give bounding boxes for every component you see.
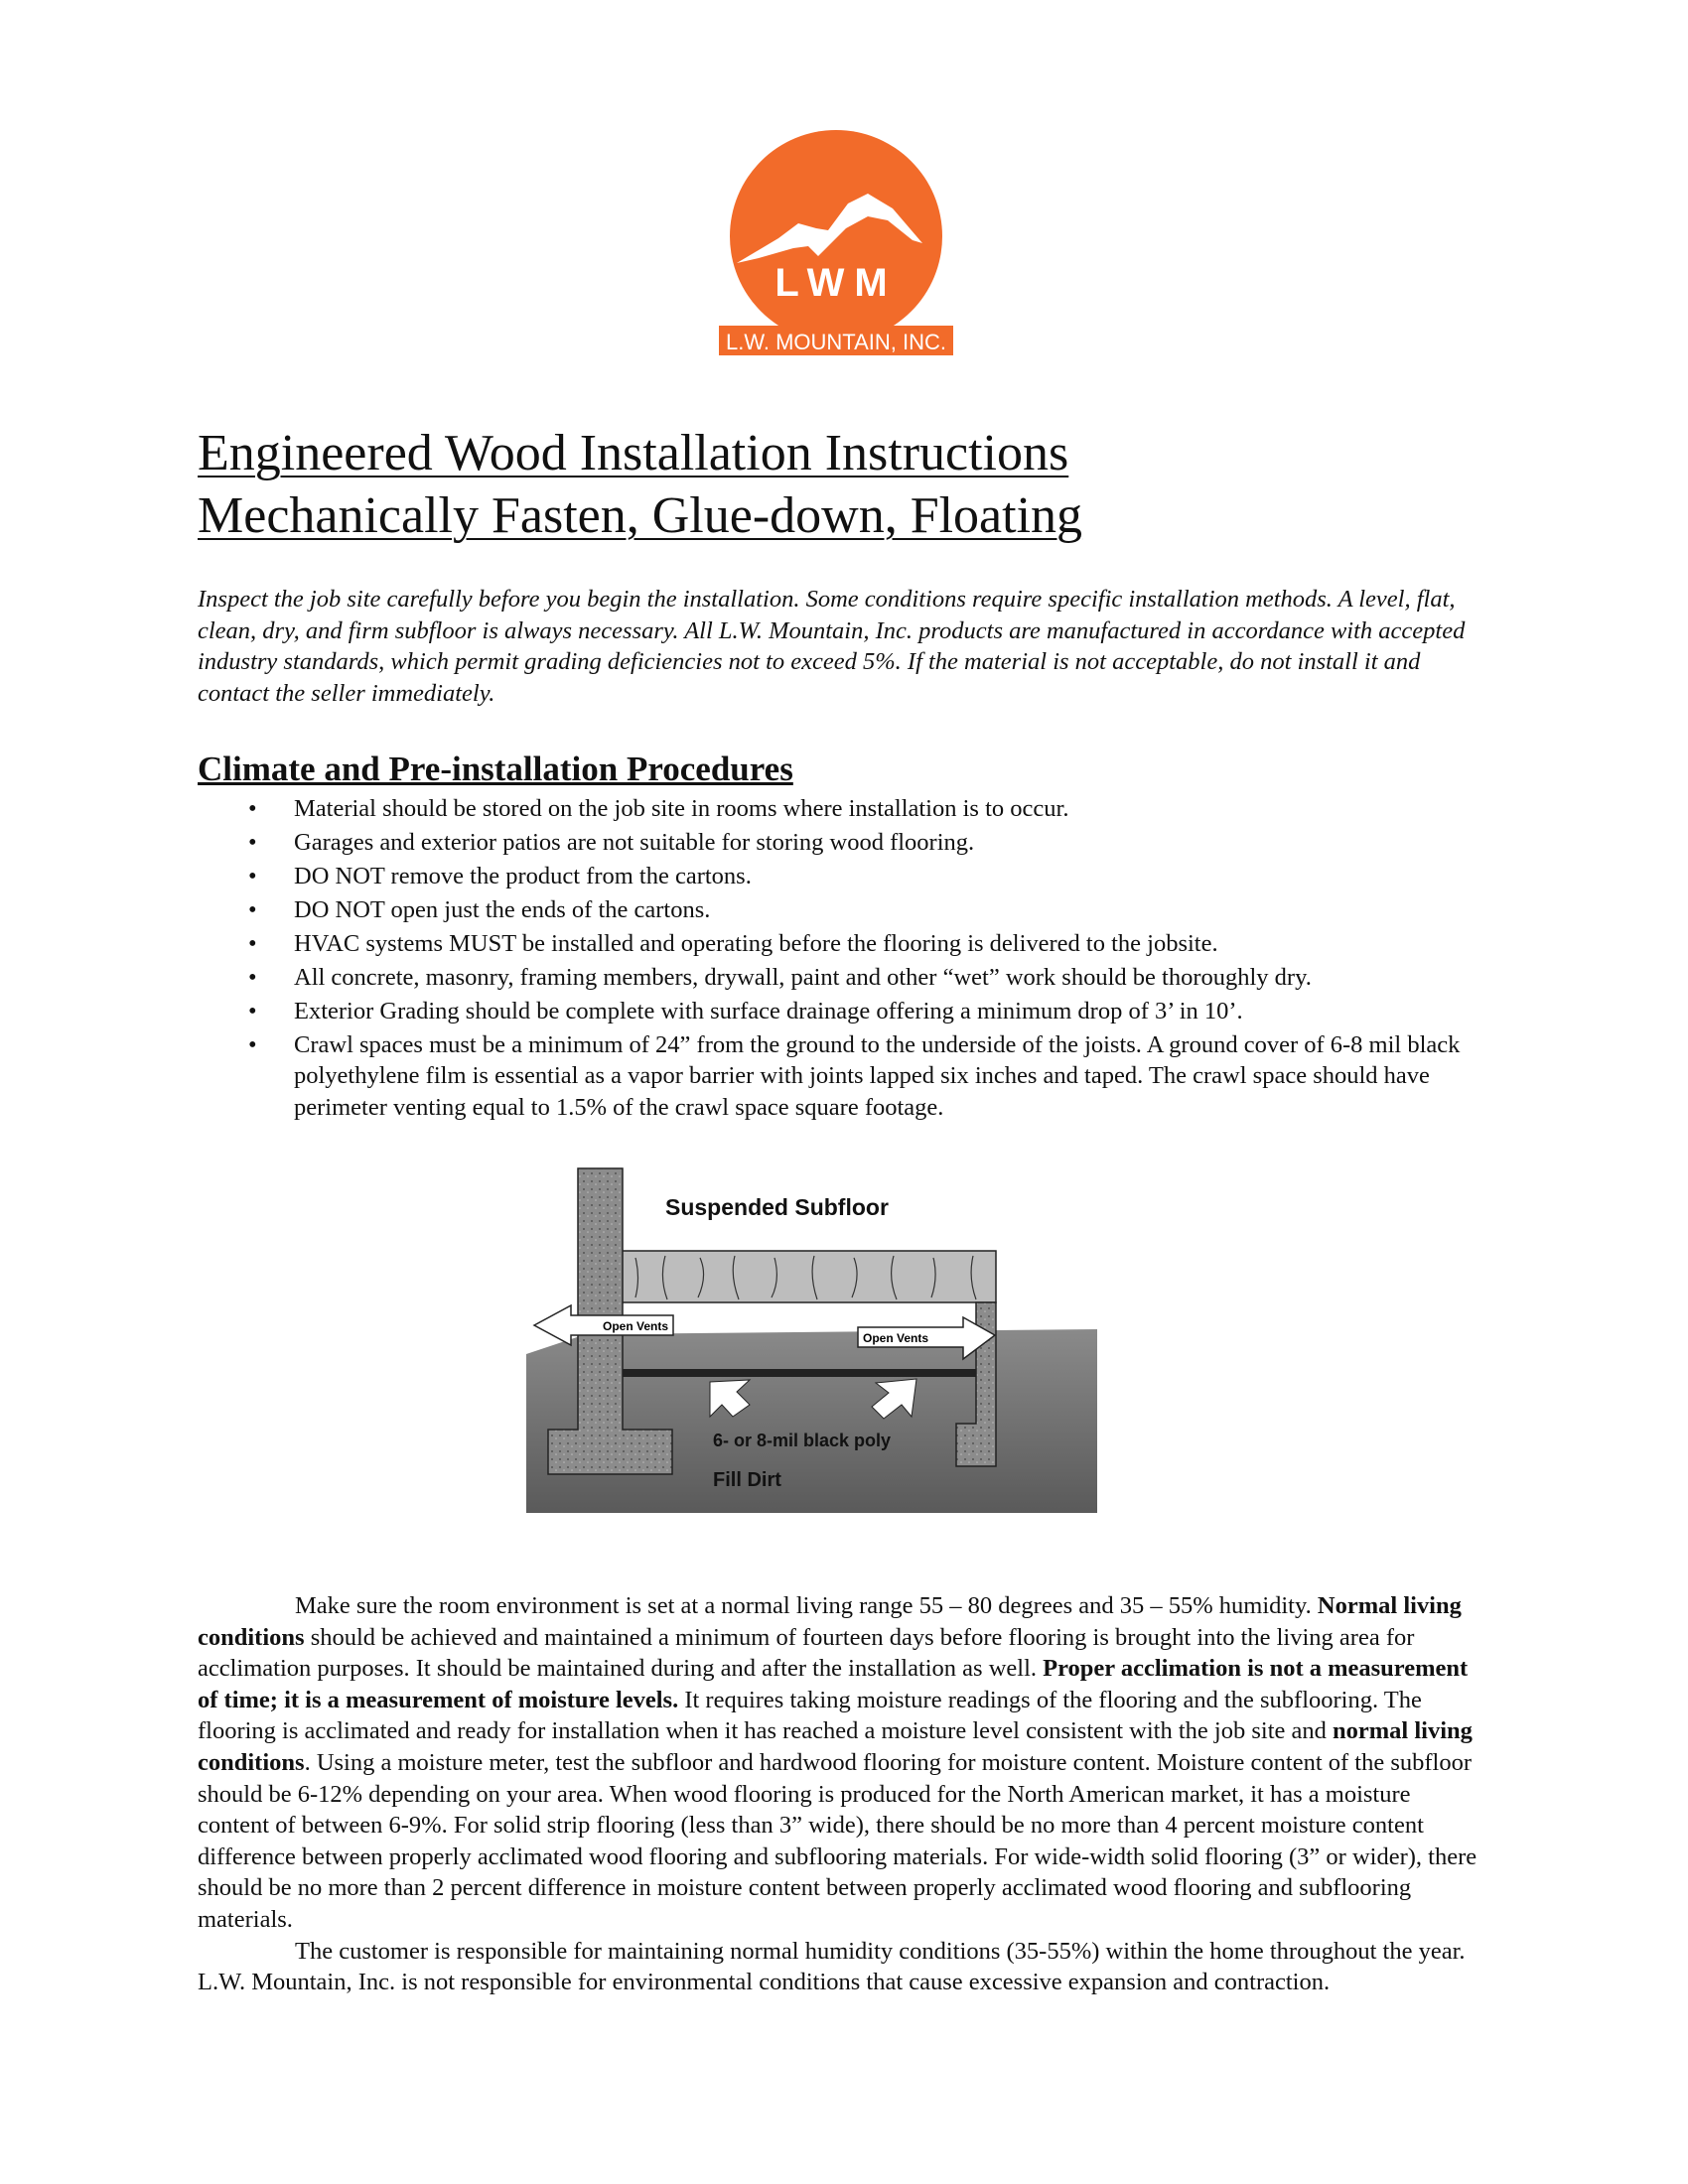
section-heading: Climate and Pre-installation Procedures xyxy=(198,750,793,788)
diagram-title: Suspended Subfloor xyxy=(665,1194,889,1220)
list-item: • HVAC systems MUST be installed and operating before the flooring is delivered to the jobsite. xyxy=(252,928,1483,960)
paragraph-responsibility: The customer is responsible for maintaining normal humidity conditions (35-55%) within the home throughout the year. L.W. Mountain, Inc. is not responsible for environmental conditions that cause excessive expansion and contraction. xyxy=(198,1937,1466,1996)
bullet-icon: • xyxy=(248,963,257,991)
acclimation-text xyxy=(198,1590,1478,1998)
list-item: • Exterior Grading should be complete with surface drainage offering a minimum drop of 3’ in 10’. xyxy=(252,996,1483,1027)
svg-text:LWM: LWM xyxy=(774,261,898,305)
bullet-icon: • xyxy=(248,1030,257,1058)
company-logo xyxy=(719,129,953,357)
subfloor-board xyxy=(621,1251,996,1302)
bullet-icon: • xyxy=(248,895,257,923)
bullet-icon: • xyxy=(248,828,257,856)
bullet-icon: • xyxy=(248,997,257,1024)
poly-label: 6- or 8-mil black poly xyxy=(713,1431,892,1450)
subfloor-diagram xyxy=(526,1139,1097,1513)
vent-label-right: Open Vents xyxy=(863,1331,929,1345)
title-line-1: Engineered Wood Installation Instructions xyxy=(198,425,1069,481)
list-item: • DO NOT remove the product from the cartons. xyxy=(252,861,1483,892)
procedure-list xyxy=(248,793,1483,1126)
ground-label: Fill Dirt xyxy=(713,1469,781,1491)
list-item: • Crawl spaces must be a minimum of 24” from the ground to the underside of the joists. A ground cover of 6-8 mil black polyethylene film is essential as a vapor barrier with joints lapped six inches and taped. The crawl space should have perimeter venting equal to 1.5% of the crawl space square footage. xyxy=(248,1030,1461,1122)
intro-paragraph: Inspect the job site carefully before you begin the installation. Some conditions require specific installation methods. A level, flat, clean, dry, and firm subfloor is always necessary. All L.W. Mountain, Inc. products are manufactured in accordance with accepted industry standards, which permit grading deficiencies not to exceed 5%. If the material is not acceptable, do not install it and contact the seller immediately. xyxy=(198,586,1466,707)
bullet-icon: • xyxy=(248,929,257,957)
list-item: • DO NOT open just the ends of the cartons. xyxy=(252,894,1483,926)
list-item: • Garages and exterior patios are not suitable for storing wood flooring. xyxy=(252,827,1483,859)
svg-text:L.W. MOUNTAIN, INC.: L.W. MOUNTAIN, INC. xyxy=(725,330,947,354)
paragraph-acclimation: Make sure the room environment is set at a normal living range 55 – 80 degrees and 35 – 55% humidity. Normal living conditions should be achieved and maintained a minimum of fourteen days before flooring is brought into the living area for acclimation purposes. It should be maintained during and after the installation as well. Proper acclimation is not a measurement of time; it is a measurement of moisture levels. It requires taking moisture readings of the flooring and the subflooring. The flooring is acclimated and ready for installation when it has reached a moisture level consistent with the job site and normal living conditions. Using a moisture meter, test the subfloor and hardwood flooring for moisture content. Moisture content of the subfloor should be 6-12% depending on your area. When wood flooring is produced for the North American market, it has a moisture content of between 6-9%. For solid strip flooring (less than 3” wide), there should be no more than 4 percent moisture content difference between properly acclimated wood flooring and subflooring materials. For wide-width solid flooring (3” or wider), there should be no more than 2 percent difference in moisture content between properly acclimated wood flooring and subflooring materials. xyxy=(198,1592,1477,1933)
title-line-2: Mechanically Fasten, Glue-down, Floating xyxy=(198,487,1083,544)
vent-label-left: Open Vents xyxy=(603,1319,669,1333)
list-item: • Material should be stored on the job site in rooms where installation is to occur. xyxy=(252,793,1483,825)
bullet-icon: • xyxy=(248,795,257,822)
list-item: • All concrete, masonry, framing members, drywall, paint and other “wet” work should be thoroughly dry. xyxy=(252,962,1483,994)
bullet-icon: • xyxy=(248,862,257,889)
document-title xyxy=(198,422,1082,547)
